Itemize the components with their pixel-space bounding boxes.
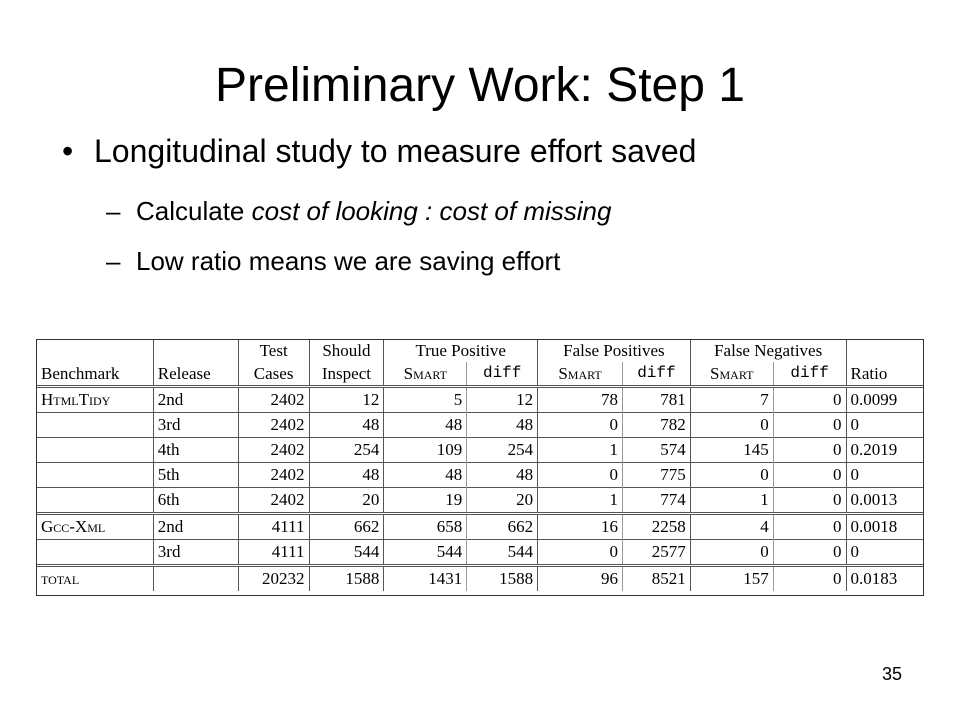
sub-bullet-dash: – xyxy=(106,196,121,226)
ratio-cell: 0.0018 xyxy=(846,514,923,540)
fp-smart-cell: 1 xyxy=(538,488,623,514)
header-tp-smart: Smart xyxy=(384,362,467,387)
fp-smart-cell: 0 xyxy=(538,463,623,488)
fp-diff-cell: 2577 xyxy=(623,540,691,566)
header-benchmark: Benchmark xyxy=(41,364,120,383)
fp-smart-cell: 1 xyxy=(538,438,623,463)
table-row xyxy=(37,463,923,488)
header-inspect: Inspect xyxy=(309,362,384,387)
fn-smart-cell: 4 xyxy=(690,514,773,540)
tp-diff-cell: 544 xyxy=(467,540,538,566)
fn-diff-cell: 0 xyxy=(773,463,846,488)
ratio-cell: 0.2019 xyxy=(846,438,923,463)
header-fn-diff: diff xyxy=(773,362,846,387)
fp-smart-cell: 96 xyxy=(538,566,623,592)
benchmark-cell xyxy=(37,413,153,438)
tp-diff-cell: 12 xyxy=(467,387,538,413)
fn-smart-cell: 0 xyxy=(690,540,773,566)
inspect-cell: 254 xyxy=(309,438,384,463)
tp-smart-cell: 48 xyxy=(384,463,467,488)
header-release: Release xyxy=(153,362,238,387)
header-empty xyxy=(153,340,238,362)
header-ratio: Ratio xyxy=(846,362,923,387)
fp-diff-cell: 782 xyxy=(623,413,691,438)
header-tp-diff: diff xyxy=(467,362,538,387)
tp-smart-cell: 19 xyxy=(384,488,467,514)
table-header-row-bottom xyxy=(37,362,923,387)
cases-cell: 2402 xyxy=(238,438,309,463)
sub-bullet-2-text: Low ratio means we are saving effort xyxy=(136,246,561,276)
fn-diff-cell: 0 xyxy=(773,540,846,566)
release-cell: 6th xyxy=(153,488,238,514)
table-row xyxy=(37,438,923,463)
cases-cell: 20232 xyxy=(238,566,309,592)
header-empty xyxy=(37,340,153,362)
fp-diff-cell: 2258 xyxy=(623,514,691,540)
tp-smart-cell: 109 xyxy=(384,438,467,463)
ratio-cell: 0.0183 xyxy=(846,566,923,592)
fp-diff-cell: 775 xyxy=(623,463,691,488)
fp-smart-cell: 16 xyxy=(538,514,623,540)
tp-diff-cell: 20 xyxy=(467,488,538,514)
release-cell: 2nd xyxy=(153,387,238,413)
sub-bullet-1-prefix: Calculate xyxy=(136,196,252,226)
page-number: 35 xyxy=(882,664,903,684)
header-cases: Cases xyxy=(238,362,309,387)
ratio-cell: 0 xyxy=(846,413,923,438)
inspect-cell: 48 xyxy=(309,463,384,488)
table-row xyxy=(37,413,923,438)
sub-bullet-2 xyxy=(106,244,560,278)
tp-diff-cell: 48 xyxy=(467,413,538,438)
fn-diff-cell: 0 xyxy=(773,387,846,413)
header-false-positives: False Positives xyxy=(538,340,691,362)
release-cell: 4th xyxy=(153,438,238,463)
benchmark-cell xyxy=(37,438,153,463)
fn-diff-cell: 0 xyxy=(773,488,846,514)
table-row xyxy=(37,514,923,540)
tp-diff-cell: 254 xyxy=(467,438,538,463)
header-fp-diff: diff xyxy=(623,362,691,387)
tp-smart-cell: 658 xyxy=(384,514,467,540)
ratio-cell: 0 xyxy=(846,463,923,488)
inspect-cell: 48 xyxy=(309,413,384,438)
ratio-cell: 0.0013 xyxy=(846,488,923,514)
fn-diff-cell: 0 xyxy=(773,438,846,463)
release-cell xyxy=(153,566,238,592)
fn-smart-cell: 145 xyxy=(690,438,773,463)
inspect-cell: 662 xyxy=(309,514,384,540)
cases-cell: 2402 xyxy=(238,488,309,514)
fp-diff-cell: 574 xyxy=(623,438,691,463)
fp-diff-cell: 8521 xyxy=(623,566,691,592)
fn-diff-cell: 0 xyxy=(773,514,846,540)
main-bullet xyxy=(62,130,696,172)
release-cell: 5th xyxy=(153,463,238,488)
fp-smart-cell: 0 xyxy=(538,540,623,566)
slide-title: Preliminary Work: Step 1 xyxy=(215,59,745,112)
benchmark-cell xyxy=(37,463,153,488)
fp-diff-cell: 774 xyxy=(623,488,691,514)
sub-bullet-1-italic: cost of looking : cost of missing xyxy=(251,196,612,226)
fn-diff-cell: 0 xyxy=(773,413,846,438)
fn-smart-cell: 1 xyxy=(690,488,773,514)
release-cell: 3rd xyxy=(153,413,238,438)
sub-bullet-1 xyxy=(106,194,611,228)
inspect-cell: 544 xyxy=(309,540,384,566)
table-header-row-top xyxy=(37,340,923,362)
tp-diff-cell: 1588 xyxy=(467,566,538,592)
table-row xyxy=(37,566,923,592)
main-bullet-text: Longitudinal study to measure effort saved xyxy=(94,133,697,169)
tp-smart-cell: 48 xyxy=(384,413,467,438)
benchmark-cell xyxy=(37,488,153,514)
tp-diff-cell: 662 xyxy=(467,514,538,540)
fn-smart-cell: 157 xyxy=(690,566,773,592)
cases-cell: 2402 xyxy=(238,387,309,413)
tp-diff-cell: 48 xyxy=(467,463,538,488)
table-row xyxy=(37,387,923,413)
inspect-cell: 12 xyxy=(309,387,384,413)
table-body xyxy=(37,387,923,592)
sub-bullet-dash: – xyxy=(106,246,121,276)
fp-diff-cell: 781 xyxy=(623,387,691,413)
fn-smart-cell: 0 xyxy=(690,413,773,438)
fn-diff-cell: 0 xyxy=(773,566,846,592)
tp-smart-cell: 1431 xyxy=(384,566,467,592)
inspect-cell: 1588 xyxy=(309,566,384,592)
table-row xyxy=(37,540,923,566)
cases-cell: 2402 xyxy=(238,463,309,488)
fn-smart-cell: 7 xyxy=(690,387,773,413)
inspect-cell: 20 xyxy=(309,488,384,514)
release-cell: 2nd xyxy=(153,514,238,540)
benchmark-cell: total xyxy=(37,566,153,592)
header-empty xyxy=(846,340,923,362)
tp-smart-cell: 544 xyxy=(384,540,467,566)
results-table xyxy=(37,340,923,591)
benchmark-cell xyxy=(37,540,153,566)
ratio-cell: 0.0099 xyxy=(846,387,923,413)
header-false-negatives: False Negatives xyxy=(690,340,846,362)
header-fn-smart: Smart xyxy=(690,362,773,387)
fn-smart-cell: 0 xyxy=(690,463,773,488)
cases-cell: 4111 xyxy=(238,514,309,540)
results-table-frame xyxy=(36,339,924,596)
header-true-positive: True Positive xyxy=(384,340,538,362)
fp-smart-cell: 0 xyxy=(538,413,623,438)
header-should: Should xyxy=(309,340,384,362)
cases-cell: 2402 xyxy=(238,413,309,438)
release-cell: 3rd xyxy=(153,540,238,566)
header-test: Test xyxy=(238,340,309,362)
benchmark-cell: HtmlTidy xyxy=(37,387,153,413)
header-fp-smart: Smart xyxy=(538,362,623,387)
table-row xyxy=(37,488,923,514)
cases-cell: 4111 xyxy=(238,540,309,566)
tp-smart-cell: 5 xyxy=(384,387,467,413)
fp-smart-cell: 78 xyxy=(538,387,623,413)
ratio-cell: 0 xyxy=(846,540,923,566)
bullet-marker: • xyxy=(62,133,74,169)
benchmark-cell: Gcc-Xml xyxy=(37,514,153,540)
